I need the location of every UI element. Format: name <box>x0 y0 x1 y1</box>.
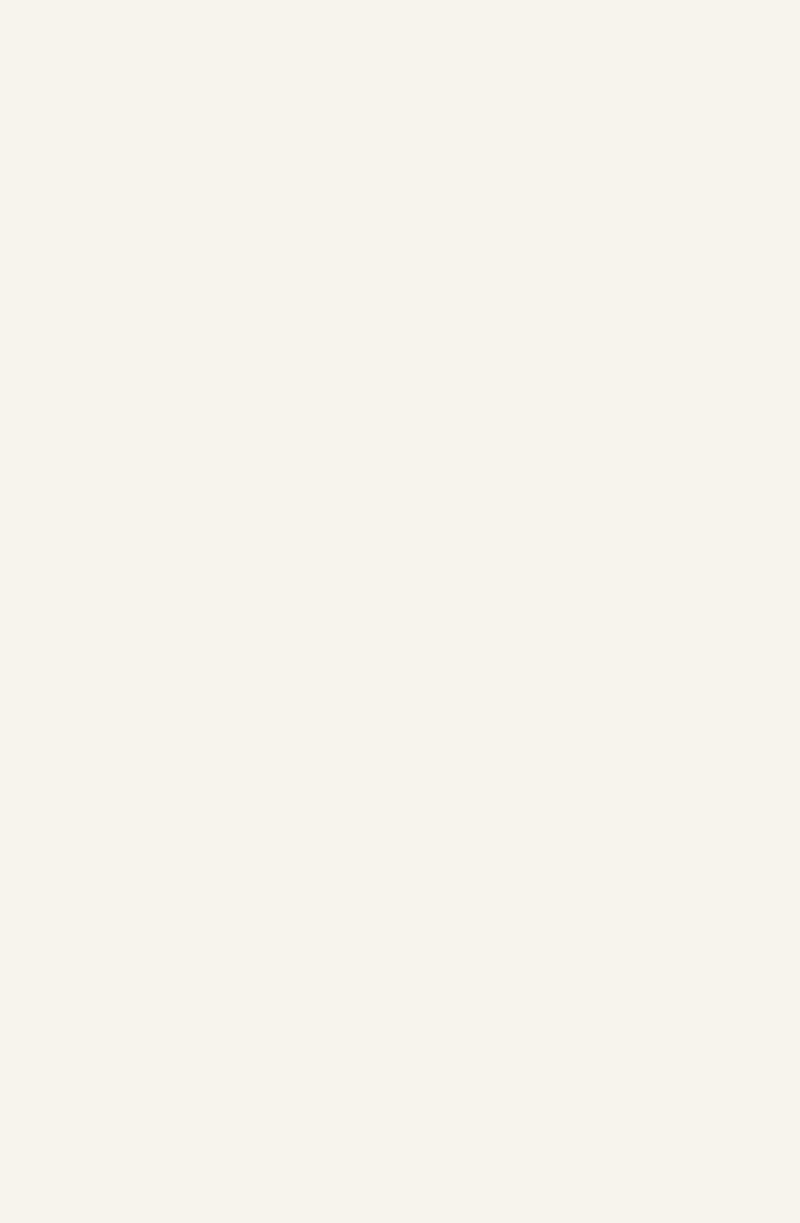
bottom-text-block <box>44 608 764 1208</box>
top-text-block <box>44 60 764 580</box>
